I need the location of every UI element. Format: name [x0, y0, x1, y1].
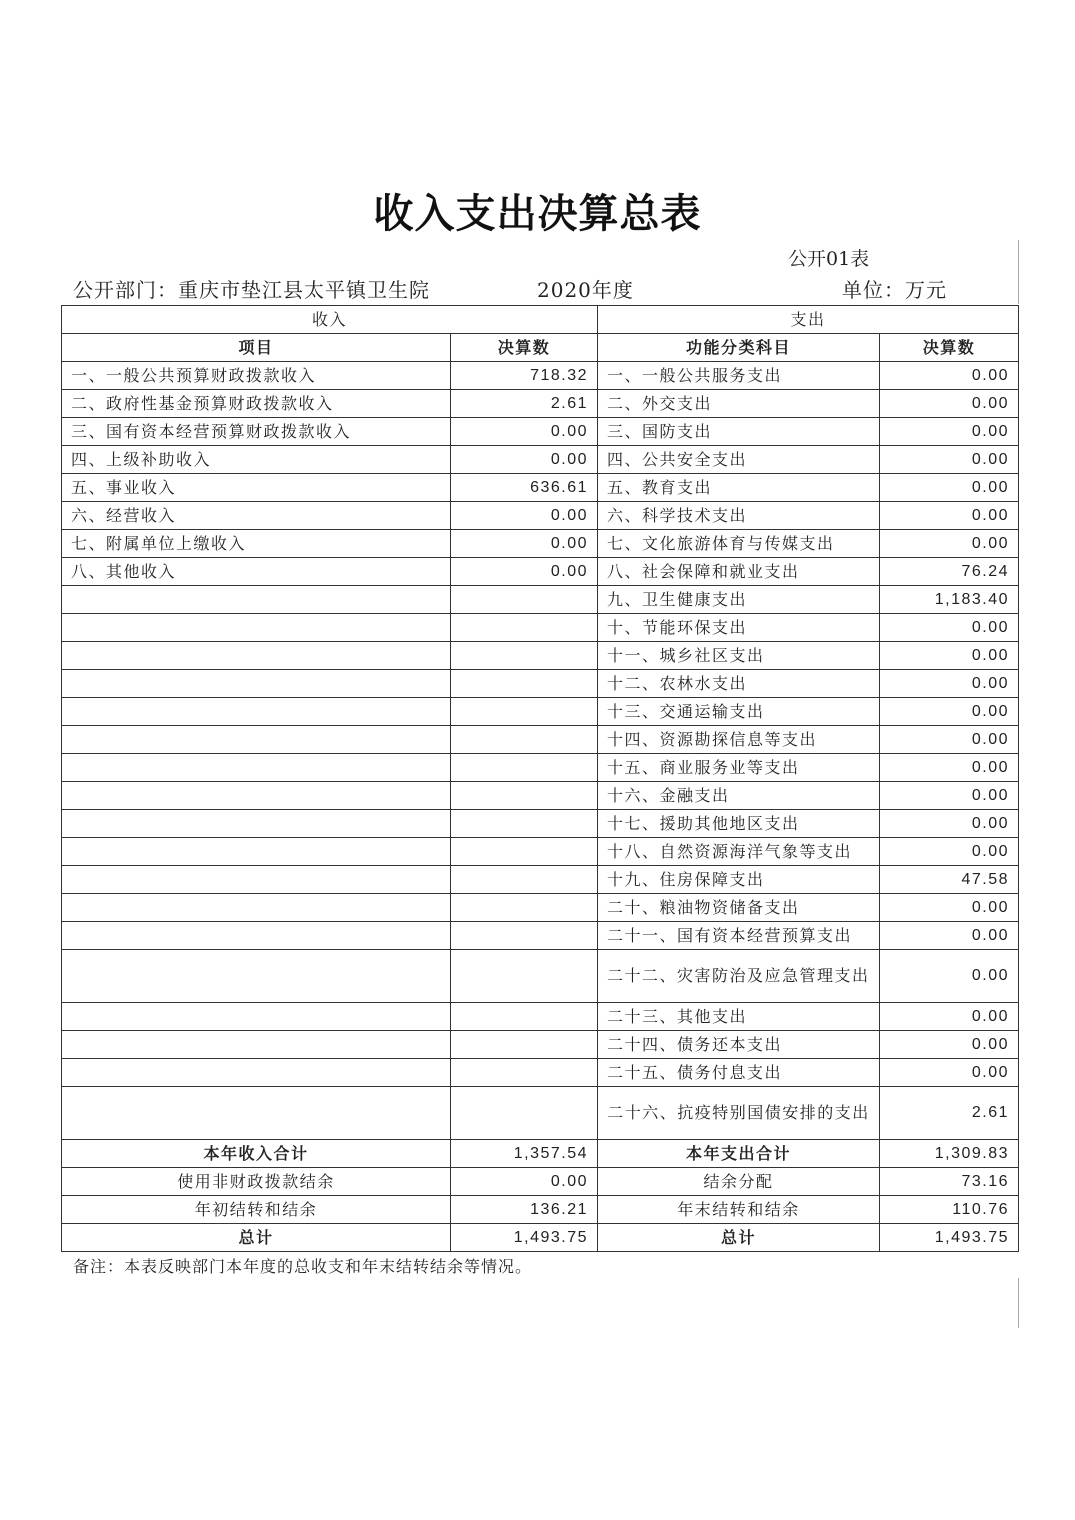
summary-row-grand-total	[62, 1224, 1019, 1252]
income-label: 八、其他收入	[62, 558, 451, 586]
expense-value: 0.00	[880, 670, 1019, 698]
grand-total-expense-value: 1,493.75	[880, 1224, 1019, 1252]
income-label: 一、一般公共预算财政拨款收入	[62, 362, 451, 390]
expense-value: 0.00	[880, 782, 1019, 810]
footnote: 备注：本表反映部门本年度的总收支和年末结转结余等情况。	[73, 1257, 533, 1276]
table-row	[62, 1059, 1019, 1087]
expense-value: 0.00	[880, 726, 1019, 754]
nonfiscal-value: 0.00	[451, 1168, 598, 1196]
table-row	[62, 838, 1019, 866]
table-row	[62, 1031, 1019, 1059]
page-title: 收入支出决算总表	[373, 190, 702, 237]
income-value: 718.32	[451, 362, 598, 390]
income-total-value: 1,357.54	[451, 1140, 598, 1168]
table-row	[62, 474, 1019, 502]
surplus-alloc-label: 结余分配	[598, 1168, 880, 1196]
expense-label: 十七、援助其他地区支出	[598, 810, 880, 838]
expense-label: 一、一般公共服务支出	[598, 362, 880, 390]
expense-value: 0.00	[880, 446, 1019, 474]
table-row	[62, 362, 1019, 390]
income-value: 0.00	[451, 502, 598, 530]
unit-label: 单位：万元	[842, 278, 947, 302]
table-row	[62, 530, 1019, 558]
expense-value: 0.00	[880, 642, 1019, 670]
expense-value: 47.58	[880, 866, 1019, 894]
expense-value: 0.00	[880, 894, 1019, 922]
expense-label: 五、教育支出	[598, 474, 880, 502]
surplus-alloc-value: 73.16	[880, 1168, 1019, 1196]
begin-carryover-value: 136.21	[451, 1196, 598, 1224]
expense-label: 二十一、国有资本经营预算支出	[598, 922, 880, 950]
expense-value: 0.00	[880, 418, 1019, 446]
expense-label: 十四、资源勘探信息等支出	[598, 726, 880, 754]
grand-total-income-label: 总计	[62, 1224, 451, 1252]
income-total-label: 本年收入合计	[62, 1140, 451, 1168]
expense-value: 0.00	[880, 1031, 1019, 1059]
expense-label: 十五、商业服务业等支出	[598, 754, 880, 782]
expense-value: 0.00	[880, 950, 1019, 1003]
summary-row-carryover	[62, 1196, 1019, 1224]
table-row	[62, 1003, 1019, 1031]
income-value: 2.61	[451, 390, 598, 418]
expense-value: 0.00	[880, 810, 1019, 838]
table-row	[62, 922, 1019, 950]
section-header-row	[62, 306, 1019, 334]
income-value: 0.00	[451, 530, 598, 558]
expense-value: 2.61	[880, 1087, 1019, 1140]
item-column-header: 项目	[62, 334, 451, 362]
expense-label: 十八、自然资源海洋气象等支出	[598, 838, 880, 866]
expense-label: 八、社会保障和就业支出	[598, 558, 880, 586]
income-section-header: 收入	[62, 306, 598, 334]
expense-value: 76.24	[880, 558, 1019, 586]
income-label: 五、事业收入	[62, 474, 451, 502]
table-row	[62, 810, 1019, 838]
expense-label: 九、卫生健康支出	[598, 586, 880, 614]
table-row	[62, 782, 1019, 810]
grand-total-income-value: 1,493.75	[451, 1224, 598, 1252]
table-row	[62, 586, 1019, 614]
category-column-header: 功能分类科目	[598, 334, 880, 362]
expense-label: 十六、金融支出	[598, 782, 880, 810]
table-row	[62, 614, 1019, 642]
income-label: 六、经营收入	[62, 502, 451, 530]
table-row	[62, 502, 1019, 530]
expense-amount-column-header: 决算数	[880, 334, 1019, 362]
income-label: 三、国有资本经营预算财政拨款收入	[62, 418, 451, 446]
expense-value: 0.00	[880, 530, 1019, 558]
form-number: 公开01表	[788, 248, 870, 270]
income-value: 0.00	[451, 558, 598, 586]
expense-value: 0.00	[880, 922, 1019, 950]
table-row	[62, 418, 1019, 446]
expense-label: 二十四、债务还本支出	[598, 1031, 880, 1059]
table-row	[62, 558, 1019, 586]
page-margin-line-lower	[1018, 1278, 1019, 1328]
begin-carryover-label: 年初结转和结余	[62, 1196, 451, 1224]
expense-label: 二十二、灾害防治及应急管理支出	[598, 950, 880, 1003]
expense-value: 0.00	[880, 390, 1019, 418]
end-carryover-label: 年末结转和结余	[598, 1196, 880, 1224]
expense-total-label: 本年支出合计	[598, 1140, 880, 1168]
expense-label: 四、公共安全支出	[598, 446, 880, 474]
table-row	[62, 950, 1019, 1003]
table-row	[62, 754, 1019, 782]
income-amount-column-header: 决算数	[451, 334, 598, 362]
table-row	[62, 866, 1019, 894]
table-row	[62, 1087, 1019, 1140]
expense-value: 0.00	[880, 1003, 1019, 1031]
expense-label: 七、文化旅游体育与传媒支出	[598, 530, 880, 558]
table-row	[62, 894, 1019, 922]
income-label: 二、政府性基金预算财政拨款收入	[62, 390, 451, 418]
table-row	[62, 698, 1019, 726]
expense-value: 1,183.40	[880, 586, 1019, 614]
expense-label: 十、节能环保支出	[598, 614, 880, 642]
summary-row-totals	[62, 1140, 1019, 1168]
expense-value: 0.00	[880, 838, 1019, 866]
table-row	[62, 446, 1019, 474]
income-value: 636.61	[451, 474, 598, 502]
expense-label: 三、国防支出	[598, 418, 880, 446]
grand-total-expense-label: 总计	[598, 1224, 880, 1252]
expense-value: 0.00	[880, 474, 1019, 502]
expense-label: 十三、交通运输支出	[598, 698, 880, 726]
expense-label: 十一、城乡社区支出	[598, 642, 880, 670]
table-row	[62, 642, 1019, 670]
expense-label: 二、外交支出	[598, 390, 880, 418]
summary-row-balance	[62, 1168, 1019, 1196]
expense-value: 0.00	[880, 362, 1019, 390]
expense-value: 0.00	[880, 754, 1019, 782]
expense-label: 十九、住房保障支出	[598, 866, 880, 894]
expense-value: 0.00	[880, 502, 1019, 530]
expense-label: 二十五、债务付息支出	[598, 1059, 880, 1087]
expense-value: 0.00	[880, 698, 1019, 726]
expense-section-header: 支出	[598, 306, 1019, 334]
table-row	[62, 390, 1019, 418]
expense-label: 十二、农林水支出	[598, 670, 880, 698]
expense-label: 二十三、其他支出	[598, 1003, 880, 1031]
department-label: 公开部门：重庆市垫江县太平镇卫生院	[73, 278, 430, 302]
budget-table	[61, 305, 1019, 1252]
expense-value: 0.00	[880, 1059, 1019, 1087]
table-row	[62, 670, 1019, 698]
fiscal-year: 2020年度	[537, 278, 634, 302]
end-carryover-value: 110.76	[880, 1196, 1019, 1224]
expense-total-value: 1,309.83	[880, 1140, 1019, 1168]
income-label: 七、附属单位上缴收入	[62, 530, 451, 558]
income-value: 0.00	[451, 446, 598, 474]
expense-value: 0.00	[880, 614, 1019, 642]
expense-label: 二十六、抗疫特别国债安排的支出	[598, 1087, 880, 1140]
page-margin-line	[1018, 240, 1019, 304]
expense-label: 六、科学技术支出	[598, 502, 880, 530]
nonfiscal-label: 使用非财政拨款结余	[62, 1168, 451, 1196]
expense-label: 二十、粮油物资储备支出	[598, 894, 880, 922]
table-row	[62, 726, 1019, 754]
column-header-row	[62, 334, 1019, 362]
income-label: 四、上级补助收入	[62, 446, 451, 474]
income-value: 0.00	[451, 418, 598, 446]
